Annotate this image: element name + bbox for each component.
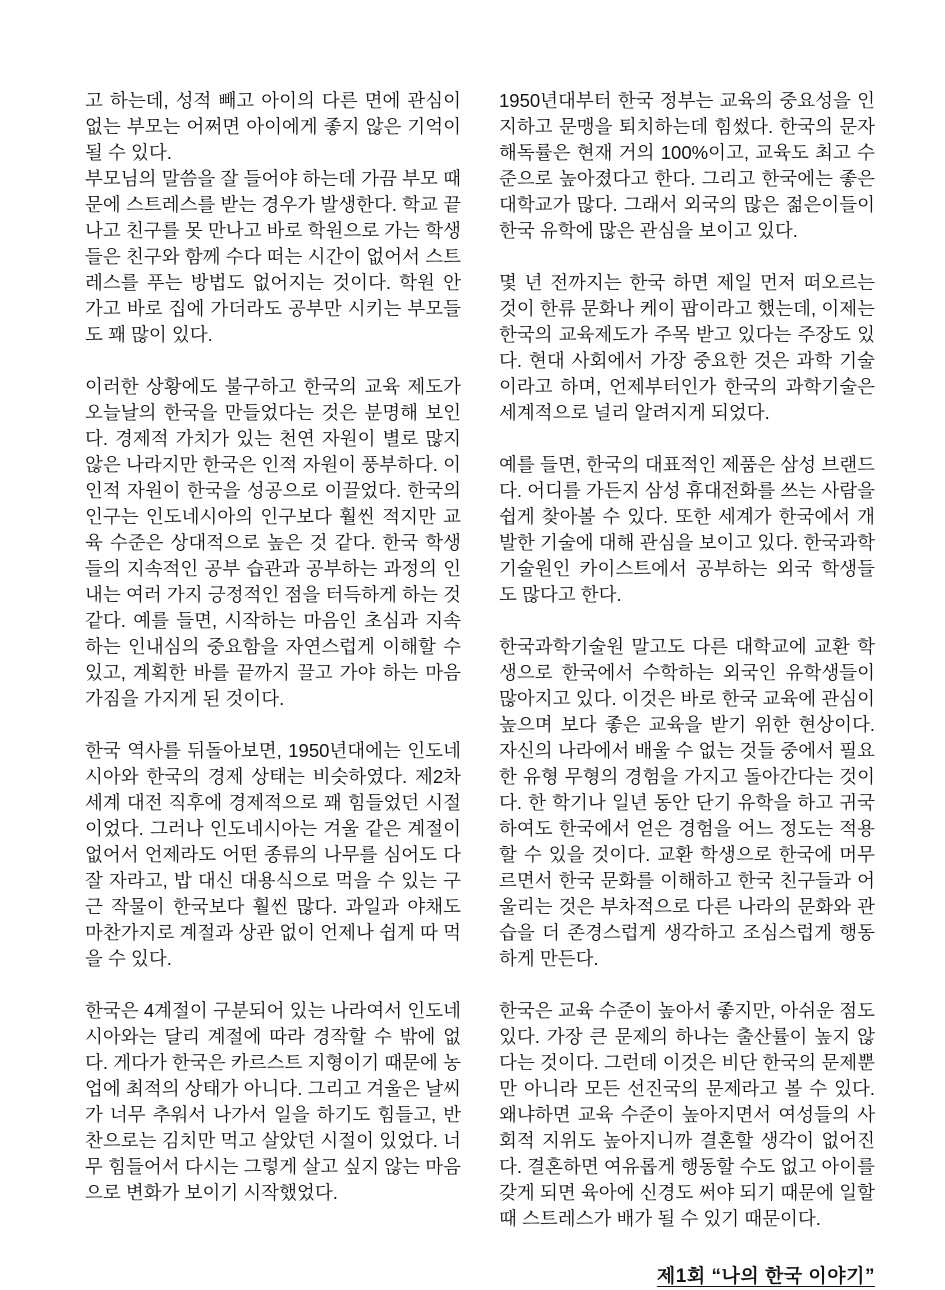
paragraph: 예를 들면, 한국의 대표적인 제품은 삼성 브랜드다. 어디를 가든지 삼성 휴대전화를 쓰는 사람을 쉽게 찾아볼 수 있다. 또한 세계가 한국에서 개발한 기술에 대해 관심을 보이고 있다. 한국과학기술원인 카이스트에서 공부하는 외국 학생들도 많다고 한다.: [499, 454, 875, 605]
essay-footer-title: [499, 1264, 875, 1290]
paragraph: 한국은 교육 수준이 높아서 좋지만, 아쉬운 점도 있다. 가장 큰 문제의 하나는 출산률이 높지 않다는 것이다. 그런데 이것은 비단 한국의 문제뿐만 아니라 모든 선진국의 문제라고 볼 수 있다. 왜냐하면 교육 수준이 높아지면서 여성들의 사회적 지위도 높아지니까 결혼할 생각이 없어진다. 결혼하면 여유롭게 행동할 수도 없고 아이를 갖게 되면 육아에 신경도 써야 되기 때문에 일할 때 스트레스가 배가 될 수 있기 때문이다.: [499, 1000, 875, 1229]
paragraph: 몇 년 전까지는 한국 하면 제일 먼저 떠오르는 것이 한류 문화나 케이 팝이라고 했는데, 이제는 한국의 교육제도가 주목 받고 있다는 주장도 있다. 현대 사회에서 가장 중요한 것은 과학 기술이라고 하며, 언제부터인가 한국의 과학기술은 세계적으로 널리 알려지게 되었다.: [499, 272, 875, 423]
paragraph: 한국 역사를 뒤돌아보면, 1950년대에는 인도네시아와 한국의 경제 상태는 비슷하였다. 제2차 세계 대전 직후에 경제적으로 꽤 힘들었던 시절이었다. 그러나 인도네시아는 겨울 같은 계절이 없어서 언제라도 어떤 종류의 나무를 심어도 다 잘 자라고, 밥 대신 대용식으로 먹을 수 있는 구근 작물이 한국보다 훨씬 많다. 과일과 야채도 마찬가지로 계절과 상관 없이 언제나 쉽게 따 먹을 수 있다.: [85, 740, 461, 969]
essay-footer-label: 제1회 “나의 한국 이야기”: [656, 1266, 875, 1287]
right-column: [499, 88, 875, 1290]
paragraph: 고 하는데, 성적 빼고 아이의 다른 면에 관심이 없는 부모는 어쩌면 아이에게 좋지 않은 기억이 될 수 있다.: [85, 90, 461, 163]
paragraph: 한국과학기술원 말고도 다른 대학교에 교환 학생으로 한국에서 수학하는 외국인 유학생들이 많아지고 있다. 이것은 바로 한국 교육에 관심이 높으며 보다 좋은 교육을 받기 위한 현상이다. 자신의 나라에서 배울 수 없는 것들 중에서 필요한 유형 무형의 경험을 가지고 돌아간다는 것이다. 한 학기나 일년 동안 단기 유학을 하고 귀국하여도 한국에서 얻은 경험을 어느 정도는 적용할 수 있을 것이다. 교환 학생으로 한국에 머무르면서 한국 문화를 이해하고 한국 친구들과 어울리는 것은 부차적으로 다른 나라의 문화와 관습을 더 존경스럽게 생각하고 조심스럽게 행동하게 만든다.: [499, 636, 875, 969]
paragraph: 1950년대부터 한국 정부는 교육의 중요성을 인지하고 문맹을 퇴치하는데 힘썼다. 한국의 문자해독률은 현재 거의 100%이고, 교육도 최고 수준으로 높아졌다고 한다. 그리고 한국에는 좋은 대학교가 많다. 그래서 외국의 많은 젊은이들이 한국 유학에 많은 관심을 보이고 있다.: [499, 90, 875, 241]
left-column: [85, 88, 461, 1232]
paragraph: 한국은 4계절이 구분되어 있는 나라여서 인도네시아와는 달리 계절에 따라 경작할 수 밖에 없다. 게다가 한국은 카르스트 지형이기 때문에 농업에 최적의 상태가 아니다. 그리고 겨울은 날씨가 너무 추워서 나가서 일을 하기도 힘들고, 반찬으로는 김치만 먹고 살았던 시절이 있었다. 너무 힘들어서 다시는 그렇게 살고 싶지 않는 마음으로 변화가 보이기 시작했었다.: [85, 1000, 461, 1203]
paragraph: 이러한 상황에도 불구하고 한국의 교육 제도가 오늘날의 한국을 만들었다는 것은 분명해 보인다. 경제적 가치가 있는 천연 자원이 별로 많지 않은 나라지만 한국은 인적 자원이 풍부하다. 이 인적 자원이 한국을 성공으로 이끌었다. 한국의 인구는 인도네시아의 인구보다 훨씬 적지만 교육 수준은 상대적으로 높은 것 같다. 한국 학생들의 지속적인 공부 습관과 공부하는 과정의 인내는 여러 가지 긍정적인 점을 터득하게 하는 것 같다. 예를 들면, 시작하는 마음인 초심과 지속하는 인내심의 중요함을 자연스럽게 이해할 수 있고, 계획한 바를 끝까지 끌고 가야 하는 마음 가짐을 가지게 된 것이다.: [85, 376, 461, 709]
paragraph: 부모님의 말씀을 잘 들어야 하는데 가끔 부모 때문에 스트레스를 받는 경우가 발생한다. 학교 끝나고 친구를 못 만나고 바로 학원으로 가는 학생들은 친구와 함께 수다 떠는 시간이 없어서 스트레스를 푸는 방법도 없어지는 것이다. 학원 안 가고 바로 집에 가더라도 공부만 시키는 부모들도 꽤 많이 있다.: [85, 168, 461, 345]
